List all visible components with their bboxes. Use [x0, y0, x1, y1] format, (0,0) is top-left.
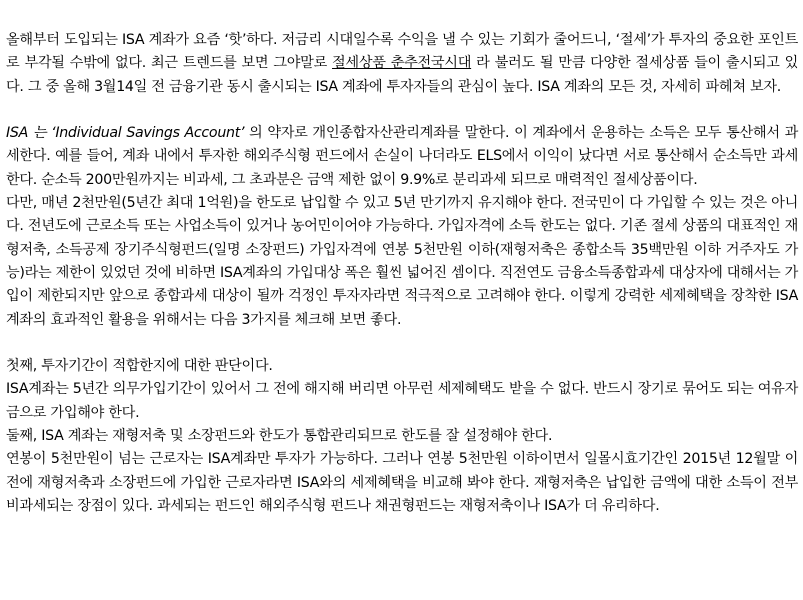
point-one-heading: 첫째, 투자기간이 적합한지에 대한 판단이다. — [6, 358, 273, 375]
point-two-text: 연봉이 5천만원이 넘는 근로자는 ISA계좌만 투자가 가능하다. 그러나 연봉 5천만원 이하이면서 일몰시효기간인 2015년 12월말 이전에 재형저축과 소장펀드에 가입한 근로자라면 ISA와의 세제혜택을 비교해 봐야 한다. 재형저축은 납입한 금액에 대한 소득이 전부 비과세되는 장점이 있다. 과세되는 펀드인 해외주식형 펀드나 채권형펀드는 재형저축이나 ISA가 더 유리하다. — [6, 451, 798, 514]
intro-text-end: 라 불러도 될 만큼 다양한 절세상품 들이 출시되고 있다. 그 중 올해 3월14일 전 금융기관 동시 출시되는 ISA 계좌에 투자자들의 관심이 높다. ISA 계좌의 모든 것, 자세히 파헤쳐 보자. — [6, 55, 798, 95]
point-two-heading: 둘째, ISA 계좌는 재형저축 및 소장펀드와 한도가 통합관리되므로 한도를 잘 설정해야 한다. — [6, 428, 553, 445]
paragraph-gap — [6, 332, 798, 355]
intro-text-start: 올해부터 도입되는 ISA 계좌가 요즘 ‘핫’하다. 저금리 시대일수록 수익을 낼 수 있는 기회가 줄어드니, ‘절세’가 투자의 중요한 포인트로 부각될 수밖에 없다. 최근 트렌드를 보면 그야말로 — [6, 32, 798, 72]
point-one-text: ISA계좌는 5년간 의무가입기간이 있어서 그 전에 해지해 버리면 아무런 세제혜택도 받을 수 없다. 반드시 장기로 묶어도 되는 여유자금으로 가입해야 한다. — [6, 381, 798, 421]
paragraph-gap — [6, 99, 798, 122]
tax-saving-products-link[interactable]: 절세상품 춘추전국시대 — [332, 55, 472, 72]
isa-definition-text: 의 약자로 개인종합자산관리계좌를 말한다. 이 계좌에서 운용하는 소득은 모두 통산해서 과세한다. 예를 들어, 계좌 내에서 투자한 해외주식형 펀드에서 손실이 나더라도 ELS에서 이익이 났다면 서로 통산해서 순소득만 과세한다. 순소득 200만원까지는 비과세, 그 초과분은 금액 제한 없이 9.9%로 분리과세 되므로 매력적인 절세상품이다. — [6, 125, 799, 188]
intro-paragraph — [6, 29, 798, 99]
article-body — [6, 29, 798, 518]
isa-term: ISA 는 ‘Individual Savings Account’ — [6, 125, 245, 142]
isa-definition-paragraph — [6, 122, 798, 192]
eligibility-paragraph: 다만, 매년 2천만원(5년간 최대 1억원)을 한도로 납입할 수 있고 5년 만기까지 유지해야 한다. 전국민이 다 가입할 수 있는 것은 아니다. 전년도에 근로소득 또는 사업소득이 있거나 농어민이어야 가능하다. 가입자격에 소득 한도는 없다. 기존 절세 상품의 대표적인 재형저축, 소득공제 장기주식형펀드(일명 소장펀드) 가입자격에 연봉 5천만원 이하(재형저축은 종합소득 35백만원 이하 거주자도 가능)라는 제한이 있었던 것에 비하면 ISA계좌의 가입대상 폭은 훨씬 넓어진 셈이다. 직전연도 금융소득종합과세 대상자에 대해서는 가입이 제한되지만 앞으로 종합과세 대상이 될까 걱정인 투자자라면 적극적으로 고려해야 한다. 이렇게 강력한 세제혜택을 장착한 ISA계좌의 효과적인 활용을 위해서는 다음 3가지를 체크해 보면 좋다. — [6, 195, 798, 328]
